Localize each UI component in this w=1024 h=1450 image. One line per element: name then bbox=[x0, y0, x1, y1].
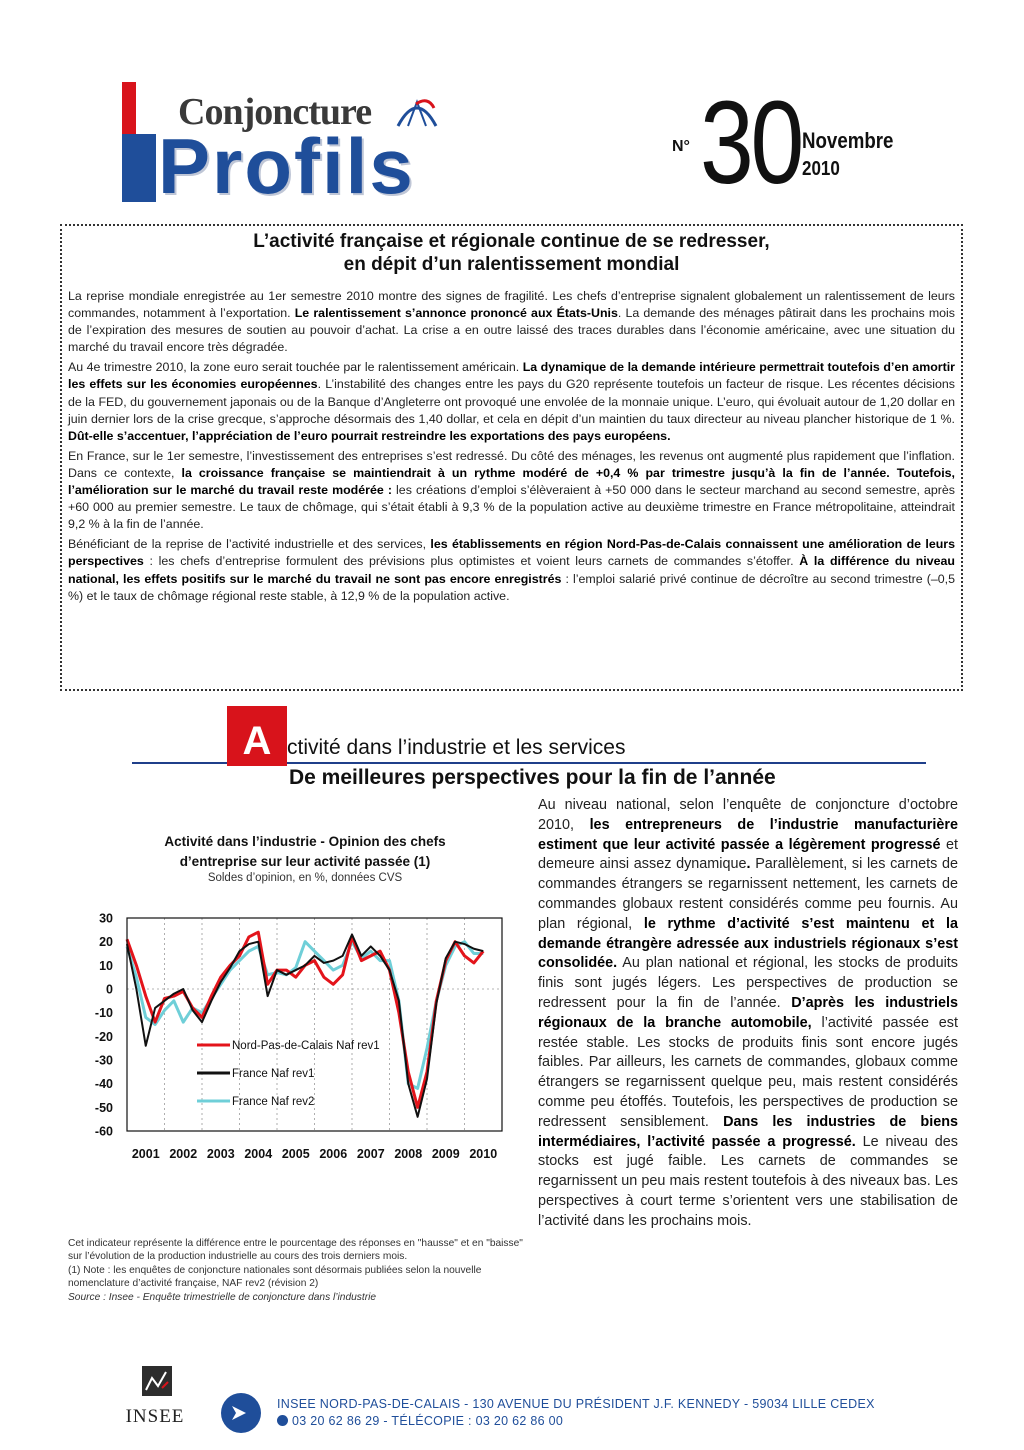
summary-title bbox=[68, 230, 955, 276]
chart-note-definition: Cet indicateur représente la différence entre le pourcentage des réponses en "hausse" et en "baisse" sur l’évolution de la production industrielle au cours des trois derniers mois. bbox=[68, 1238, 523, 1263]
logo-blue-bar bbox=[122, 134, 156, 202]
summary-title-line1: L’activité française et régionale continue de se redresser, bbox=[253, 231, 770, 252]
text-run: : les chefs d’entreprise formulent des prévisions plus optimistes et voient leurs carnets de commandes s’étoffer. bbox=[143, 554, 800, 569]
y-tick-label: -30 bbox=[94, 1053, 113, 1068]
bold-run: le rythme d’activité s’est maintenu et la demande étrangère adressée aux industriels régionaux s’est consolidée. bbox=[538, 915, 959, 972]
legend-label: France Naf rev2 bbox=[232, 1096, 315, 1108]
logo-title-top: Conjoncture bbox=[178, 91, 372, 133]
y-tick-label: 20 bbox=[99, 935, 113, 950]
text-run: Bénéficiant de la reprise de l’activité industrielle et des services, bbox=[68, 537, 431, 552]
x-tick-label: 2001 bbox=[131, 1147, 160, 1161]
issue-year: 2010 bbox=[802, 158, 840, 180]
bold-run: Dût-elle s’accentuer, l’appréciation de l’euro pourrait restreindre les exportations des pays européens. bbox=[68, 428, 671, 443]
text-run: les créations d’emploi s’élèveraient à +50 000 dans le secteur marchand au second semestre, après +60 000 au premier semestre. Le taux de chômage, qui s’était établi à 9,3 % de la population active au deuxième trimestre en France métropolitaine, atteindrait 9,2 % à la fin de l’année. bbox=[68, 483, 955, 532]
insee-chart-icon bbox=[142, 1366, 172, 1396]
y-tick-label: 0 bbox=[106, 982, 113, 997]
bold-run: les établissements en région Nord-Pas-de-Calais connaissent une amélioration de leurs perspectives bbox=[68, 537, 955, 569]
text-run: Au plan national et régional, les stocks de produits finis sont jugés légers. Les perspectives de production se redressent pour la fin de l’année. bbox=[538, 955, 958, 1011]
chart-note-methodology: (1) Note : les enquêtes de conjoncture nationales sont désormais publiées selon la nouvelle nomenclature d’activité française, NAF rev2 (révision 2) bbox=[68, 1264, 482, 1290]
x-tick-label: 2007 bbox=[356, 1147, 385, 1161]
chart-note bbox=[68, 1237, 528, 1304]
chart-source: Source : Insee - Enquête trimestrielle de conjoncture dans l’industrie bbox=[68, 1291, 377, 1303]
x-tick-label: 2010 bbox=[469, 1147, 498, 1161]
issue-prefix: N° bbox=[672, 138, 690, 155]
y-tick-label: -10 bbox=[94, 1006, 113, 1021]
legend-label: France Naf rev1 bbox=[232, 1068, 315, 1080]
masthead-logo bbox=[122, 82, 522, 210]
y-tick-label: 10 bbox=[99, 958, 113, 973]
logo-title-bottom: Profils bbox=[158, 122, 415, 210]
bold-run: Dans les industries de biens intermédiaires, l’activité passée a progressé. bbox=[538, 1113, 958, 1150]
x-tick-label: 2009 bbox=[431, 1147, 460, 1161]
text-run: Au niveau national, selon l’enquête de conjoncture d’octobre 2010, bbox=[538, 797, 958, 833]
summary-paragraph-2 bbox=[68, 359, 955, 444]
summary-title-line2: en dépit d’un ralentissement mondial bbox=[343, 254, 680, 275]
chart-title-line1: Activité dans l’industrie - Opinion des chefs bbox=[164, 834, 446, 849]
x-tick-label: 2008 bbox=[394, 1147, 423, 1161]
summary-paragraph-1 bbox=[68, 288, 955, 356]
text-run: Le niveau des stocks est jugé faible. Les carnets de commandes se regarnissent un peu mais restent toutefois à des niveaux bas. Les perspectives à court terme s’orientent vers une stabilisation de l’activité dans les prochains mois. bbox=[538, 1133, 958, 1229]
summary-paragraph-4 bbox=[68, 536, 955, 604]
series-line-1 bbox=[127, 932, 483, 1107]
footer-contact bbox=[277, 1414, 563, 1428]
bold-run: la croissance française se maintiendrait à un rythme modéré de +0,4 % par trimestre jusqu’à la fin de l’année. Toutefois, l’amélioration sur le marché du travail reste modérée : bbox=[68, 465, 955, 498]
activity-line-chart bbox=[82, 900, 522, 1175]
section-letter-badge: A bbox=[227, 706, 287, 766]
issue-number: 30 bbox=[700, 77, 802, 209]
y-tick-label: -60 bbox=[94, 1124, 113, 1139]
x-tick-label: 2005 bbox=[281, 1147, 310, 1161]
bold-run: À la différence du niveau national, les effets positifs sur le marché du travail ne sont pas encore enregistrés bbox=[68, 554, 955, 586]
phone-icon bbox=[277, 1415, 288, 1426]
x-tick-label: 2004 bbox=[244, 1147, 273, 1161]
text-run: . L’instabilité des changes entre les pays du G20 représente toutefois un facteur de risque. Les récentes décisions de la FED, du gouvernement japonais ou de la Banque d’Angleterre ont provoqué une envolée de la monnaie unique. L’euro, qui évoluait autour de 1,20 dollar en juin dernier lors de la crise grecque, s’approche désormais des 1,40 dollar, et cela en dépit d’un maintien du taux directeur au niveau plancher historique de 1 %. bbox=[68, 377, 955, 426]
bold-run: La dynamique de la demande intérieure permettrait toutefois d’en amortir les effets sur les économies européennes bbox=[68, 360, 956, 392]
arrow-right-icon bbox=[221, 1393, 261, 1433]
x-tick-label: 2002 bbox=[169, 1147, 198, 1161]
y-tick-label: -40 bbox=[94, 1077, 113, 1092]
bold-run: . bbox=[746, 856, 751, 873]
chart-subtitle: Soldes d’opinion, en %, données CVS bbox=[207, 872, 403, 884]
footer-address: INSEE NORD-PAS-DE-CALAIS - 130 AVENUE DU PRÉSIDENT J.F. KENNEDY - 59034 LILLE CEDEX bbox=[277, 1397, 875, 1411]
bold-run: les entrepreneurs de l’industrie manufacturière estiment que leur activité passée a légèrement progressé bbox=[538, 816, 959, 853]
x-tick-label: 2003 bbox=[206, 1147, 235, 1161]
text-run: : l’emploi salarié privé continue de décroître au second trimestre (–0,5 %) et le taux de chômage régional reste stable, à 12,9 % de la population active. bbox=[68, 571, 955, 603]
y-tick-label: -50 bbox=[94, 1100, 113, 1115]
section-subtitle: De meilleures perspectives pour la fin de l’année bbox=[289, 766, 776, 789]
summary-body bbox=[68, 288, 955, 605]
bold-run: D’après les industriels régionaux de la branche automobile, bbox=[538, 994, 958, 1031]
issue-month: Novembre bbox=[802, 128, 894, 153]
footer-phone: 03 20 62 86 29 - TÉLÉCOPIE : 03 20 62 86 00 bbox=[292, 1414, 564, 1428]
chart-title-line2: d’entreprise sur leur activité passée (1) bbox=[179, 854, 431, 869]
text-run: Au 4e trimestre 2010, la zone euro serait touchée par le ralentissement américain. bbox=[68, 360, 523, 375]
summary-box bbox=[60, 224, 963, 691]
text-run: . La demande des ménages pâtirait dans les prochains mois de l’expiration des mesures de soutien au pouvoir d’achat. La crise a en outre laissé des traces durables dans l’économie américaine, avec une situation du marché du travail encore très dégradée. bbox=[68, 306, 955, 355]
legend-label: Nord-Pas-de-Calais Naf rev1 bbox=[232, 1040, 380, 1052]
text-run: La reprise mondiale enregistrée au 1er semestre 2010 montre des signes de fragilité. Les chefs d’entreprise signalent globalement un ralentissement de leurs commandes, notamment à l’exportation. bbox=[68, 289, 955, 321]
series-line-2 bbox=[127, 935, 483, 1117]
section-title: ctivité dans l’industrie et les services bbox=[287, 736, 626, 759]
y-tick-label: 30 bbox=[99, 911, 113, 926]
x-tick-label: 2006 bbox=[319, 1147, 348, 1161]
insee-logo-mark bbox=[142, 1366, 172, 1396]
text-run: En France, sur le 1er semestre, l’investissement des entreprises s’est redressé. Du côté des ménages, les revenus ont augmenté plus rapidement que l’inflation. Dans ce contexte, bbox=[68, 448, 955, 480]
text-run: l’activité passée est restée stable. Les stocks de produits finis sont encore jugés faibles. Par ailleurs, les carnets de commandes, globaux comme étrangers se regarnissent quelque peu, mais restent considérés comme peu étoffés. Toutefois, les perspectives de production se redressent sensiblement. bbox=[538, 1014, 959, 1130]
logo-red-bar bbox=[122, 82, 136, 134]
chart-title bbox=[90, 832, 520, 872]
text-run: et demeure ainsi assez dynamique bbox=[538, 836, 958, 873]
bold-run: Le ralentissement s’annonce prononcé aux États-Unis bbox=[294, 306, 618, 321]
y-tick-label: -20 bbox=[94, 1029, 113, 1044]
insee-wordmark: INSEE bbox=[125, 1406, 185, 1427]
right-column-text bbox=[538, 796, 958, 1232]
text-run: Parallèlement, si les carnets de commandes étrangers se regarnissent nettement, les carnets de commandes globaux restent considérés comme peu fournis. Au plan régional, bbox=[538, 856, 958, 932]
insee-logo bbox=[120, 1362, 190, 1432]
summary-paragraph-3 bbox=[68, 448, 955, 533]
